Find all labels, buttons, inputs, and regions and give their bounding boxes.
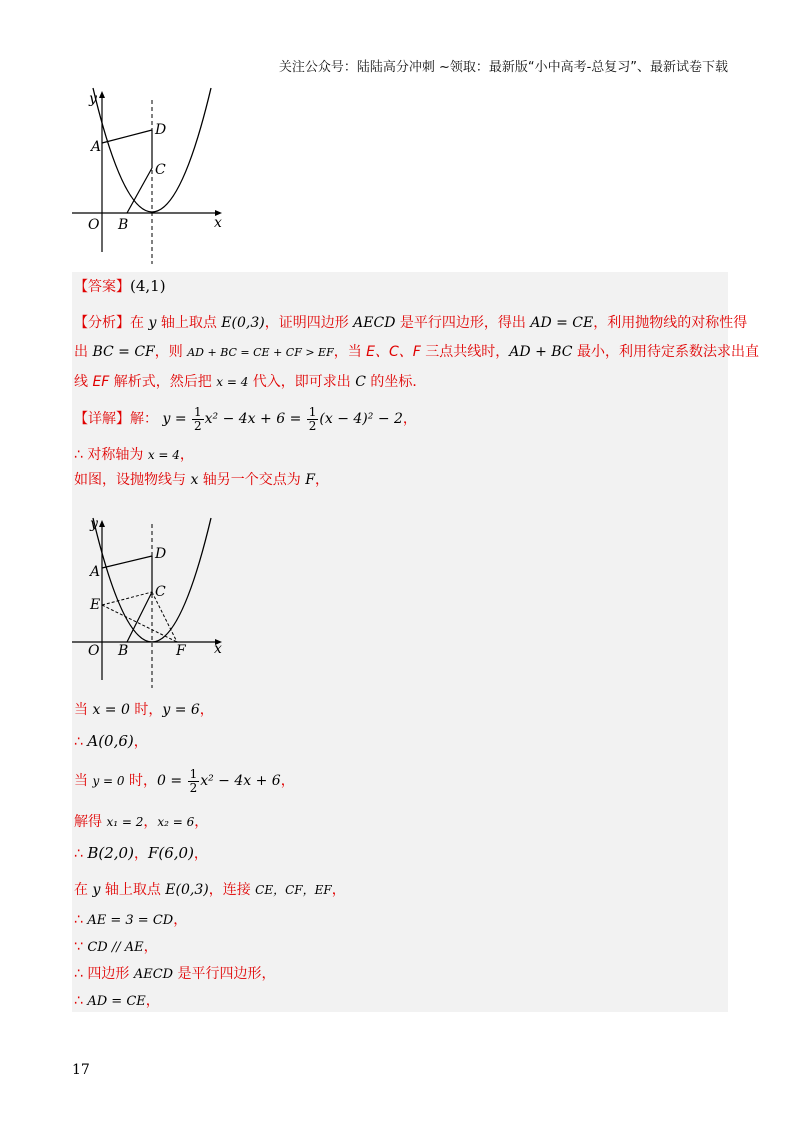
segment-BC [127, 592, 152, 642]
answer-tag: 【答案】 [74, 279, 130, 295]
segment-AD [102, 556, 152, 568]
detail-line-2: ∴ 对称轴为 x = 4， [74, 447, 194, 463]
label-O: O [88, 217, 100, 233]
label-D: D [155, 546, 167, 562]
step-8: ∵ CD // AE， [74, 939, 158, 955]
step-3: 当 y = 0 时，0 = $\frac{1}{2}$ x² − 4x + 6， [74, 766, 295, 795]
y-axis-arrow-icon [99, 91, 105, 98]
label-A: A [91, 139, 102, 155]
label-B: B [118, 217, 129, 233]
detail-line-3: 如图，设抛物线与 x 轴另一个交点为 F， [74, 472, 329, 488]
step-7: ∴ AE = 3 = CD， [74, 912, 188, 928]
step-10: ∴ AD = CE， [74, 993, 160, 1009]
label-F: F [176, 643, 186, 659]
step-9: ∴ 四边形 AECD 是平行四边形， [74, 966, 276, 982]
label-C: C [155, 584, 166, 600]
label-D: D [155, 122, 167, 138]
analysis-line-1: 【分析】在 y 轴上取点 E(0,3)，证明四边形 AECD 是平行四边形，得出 AD = CE，利用抛物线的对称性得 [74, 315, 748, 331]
label-B: B [118, 643, 129, 659]
label-y: y [90, 516, 98, 532]
label-y: y [89, 91, 97, 107]
answer-line [74, 276, 166, 297]
segment-AD [102, 130, 152, 143]
label-C: C [155, 162, 166, 178]
page-number: 17 [72, 1062, 90, 1078]
label-A: A [90, 564, 101, 580]
step-5: ∴ B(2,0)，F(6,0)， [74, 844, 208, 862]
detail-line-1: 【详解】解： y = $\frac{1}{2}$ x² − 4x + 6 = $\frac{1}{2}$ (x − 4)² − 2， [74, 404, 417, 433]
analysis-line-2: 出 BC = CF，则 AD + BC = CE + CF > EF，当 E、C、F 三点共线时，AD + BC 最小，利用待定系数法求出直 [74, 344, 759, 360]
figure-parabola-2 [66, 512, 236, 692]
label-x: x [214, 641, 222, 657]
step-1: 当 x = 0 时，y = 6， [74, 702, 214, 718]
step-6: 在 y 轴上取点 E(0,3)，连接 CE，CF，EF， [74, 882, 346, 898]
label-O: O [88, 643, 100, 659]
label-E: E [90, 597, 101, 613]
page-header: 关注公众号：陆陆高分冲刺 ~领取：最新版“小中高考-总复习”、最新试卷下载 [278, 60, 728, 75]
y-axis-arrow-icon [99, 520, 105, 527]
step-4: 解得 x₁ = 2，x₂ = 6， [74, 814, 209, 830]
segment-EC [102, 592, 152, 605]
label-x: x [214, 215, 222, 231]
step-2: ∴ A(0,6)， [74, 732, 148, 750]
analysis-line-3: 线 EF 解析式，然后把 x = 4 代入，即可求出 C 的坐标． [74, 374, 427, 390]
figure-parabola-1 [66, 86, 236, 266]
answer-value: (4,1) [130, 277, 166, 295]
